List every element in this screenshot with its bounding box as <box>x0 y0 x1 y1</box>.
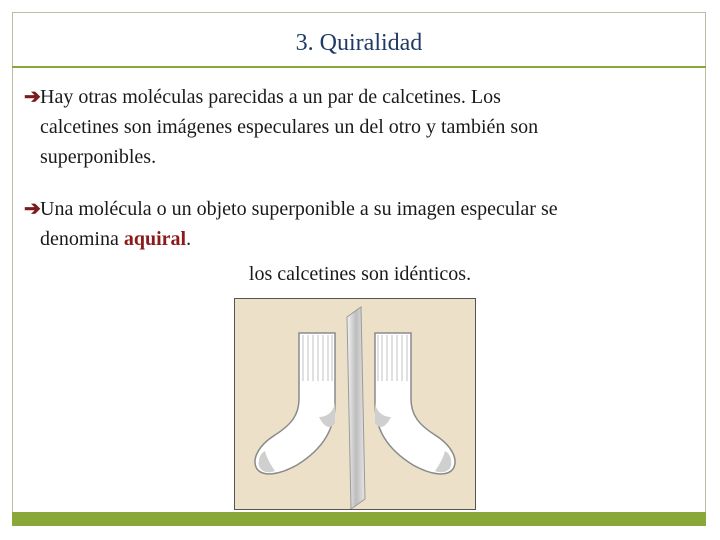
slide-title: 3. Quiralidad <box>295 29 423 56</box>
term-aquiral: aquiral <box>123 228 187 250</box>
right-sock-icon <box>375 333 455 474</box>
arrow-right-icon: ➔ <box>24 86 41 108</box>
arrow-right-icon: ➔ <box>24 198 41 220</box>
figure-caption: los calcetines son idénticos. <box>248 263 472 285</box>
title-box <box>12 12 706 68</box>
paragraph-2-line-1: ➔Una molécula o un objeto superponible a su imagen especular se <box>24 194 684 224</box>
socks-mirror-svg <box>235 299 475 509</box>
paragraph-2 <box>24 194 684 254</box>
paragraph-1-line-1: ➔Hay otras moléculas parecidas a un par de calcetines. Los <box>24 82 684 112</box>
socks-mirror-illustration <box>234 298 476 510</box>
bottom-accent-bar <box>12 512 706 526</box>
paragraph-1-line-3: superponibles. <box>40 146 157 168</box>
left-sock-icon <box>255 333 335 474</box>
mirror-icon <box>347 307 365 509</box>
paragraph-1-line-2: calcetines son imágenes especulares un del otro y también son <box>40 116 539 138</box>
paragraph-1 <box>24 82 684 172</box>
paragraph-2-line-2: denomina aquiral. <box>40 228 192 250</box>
